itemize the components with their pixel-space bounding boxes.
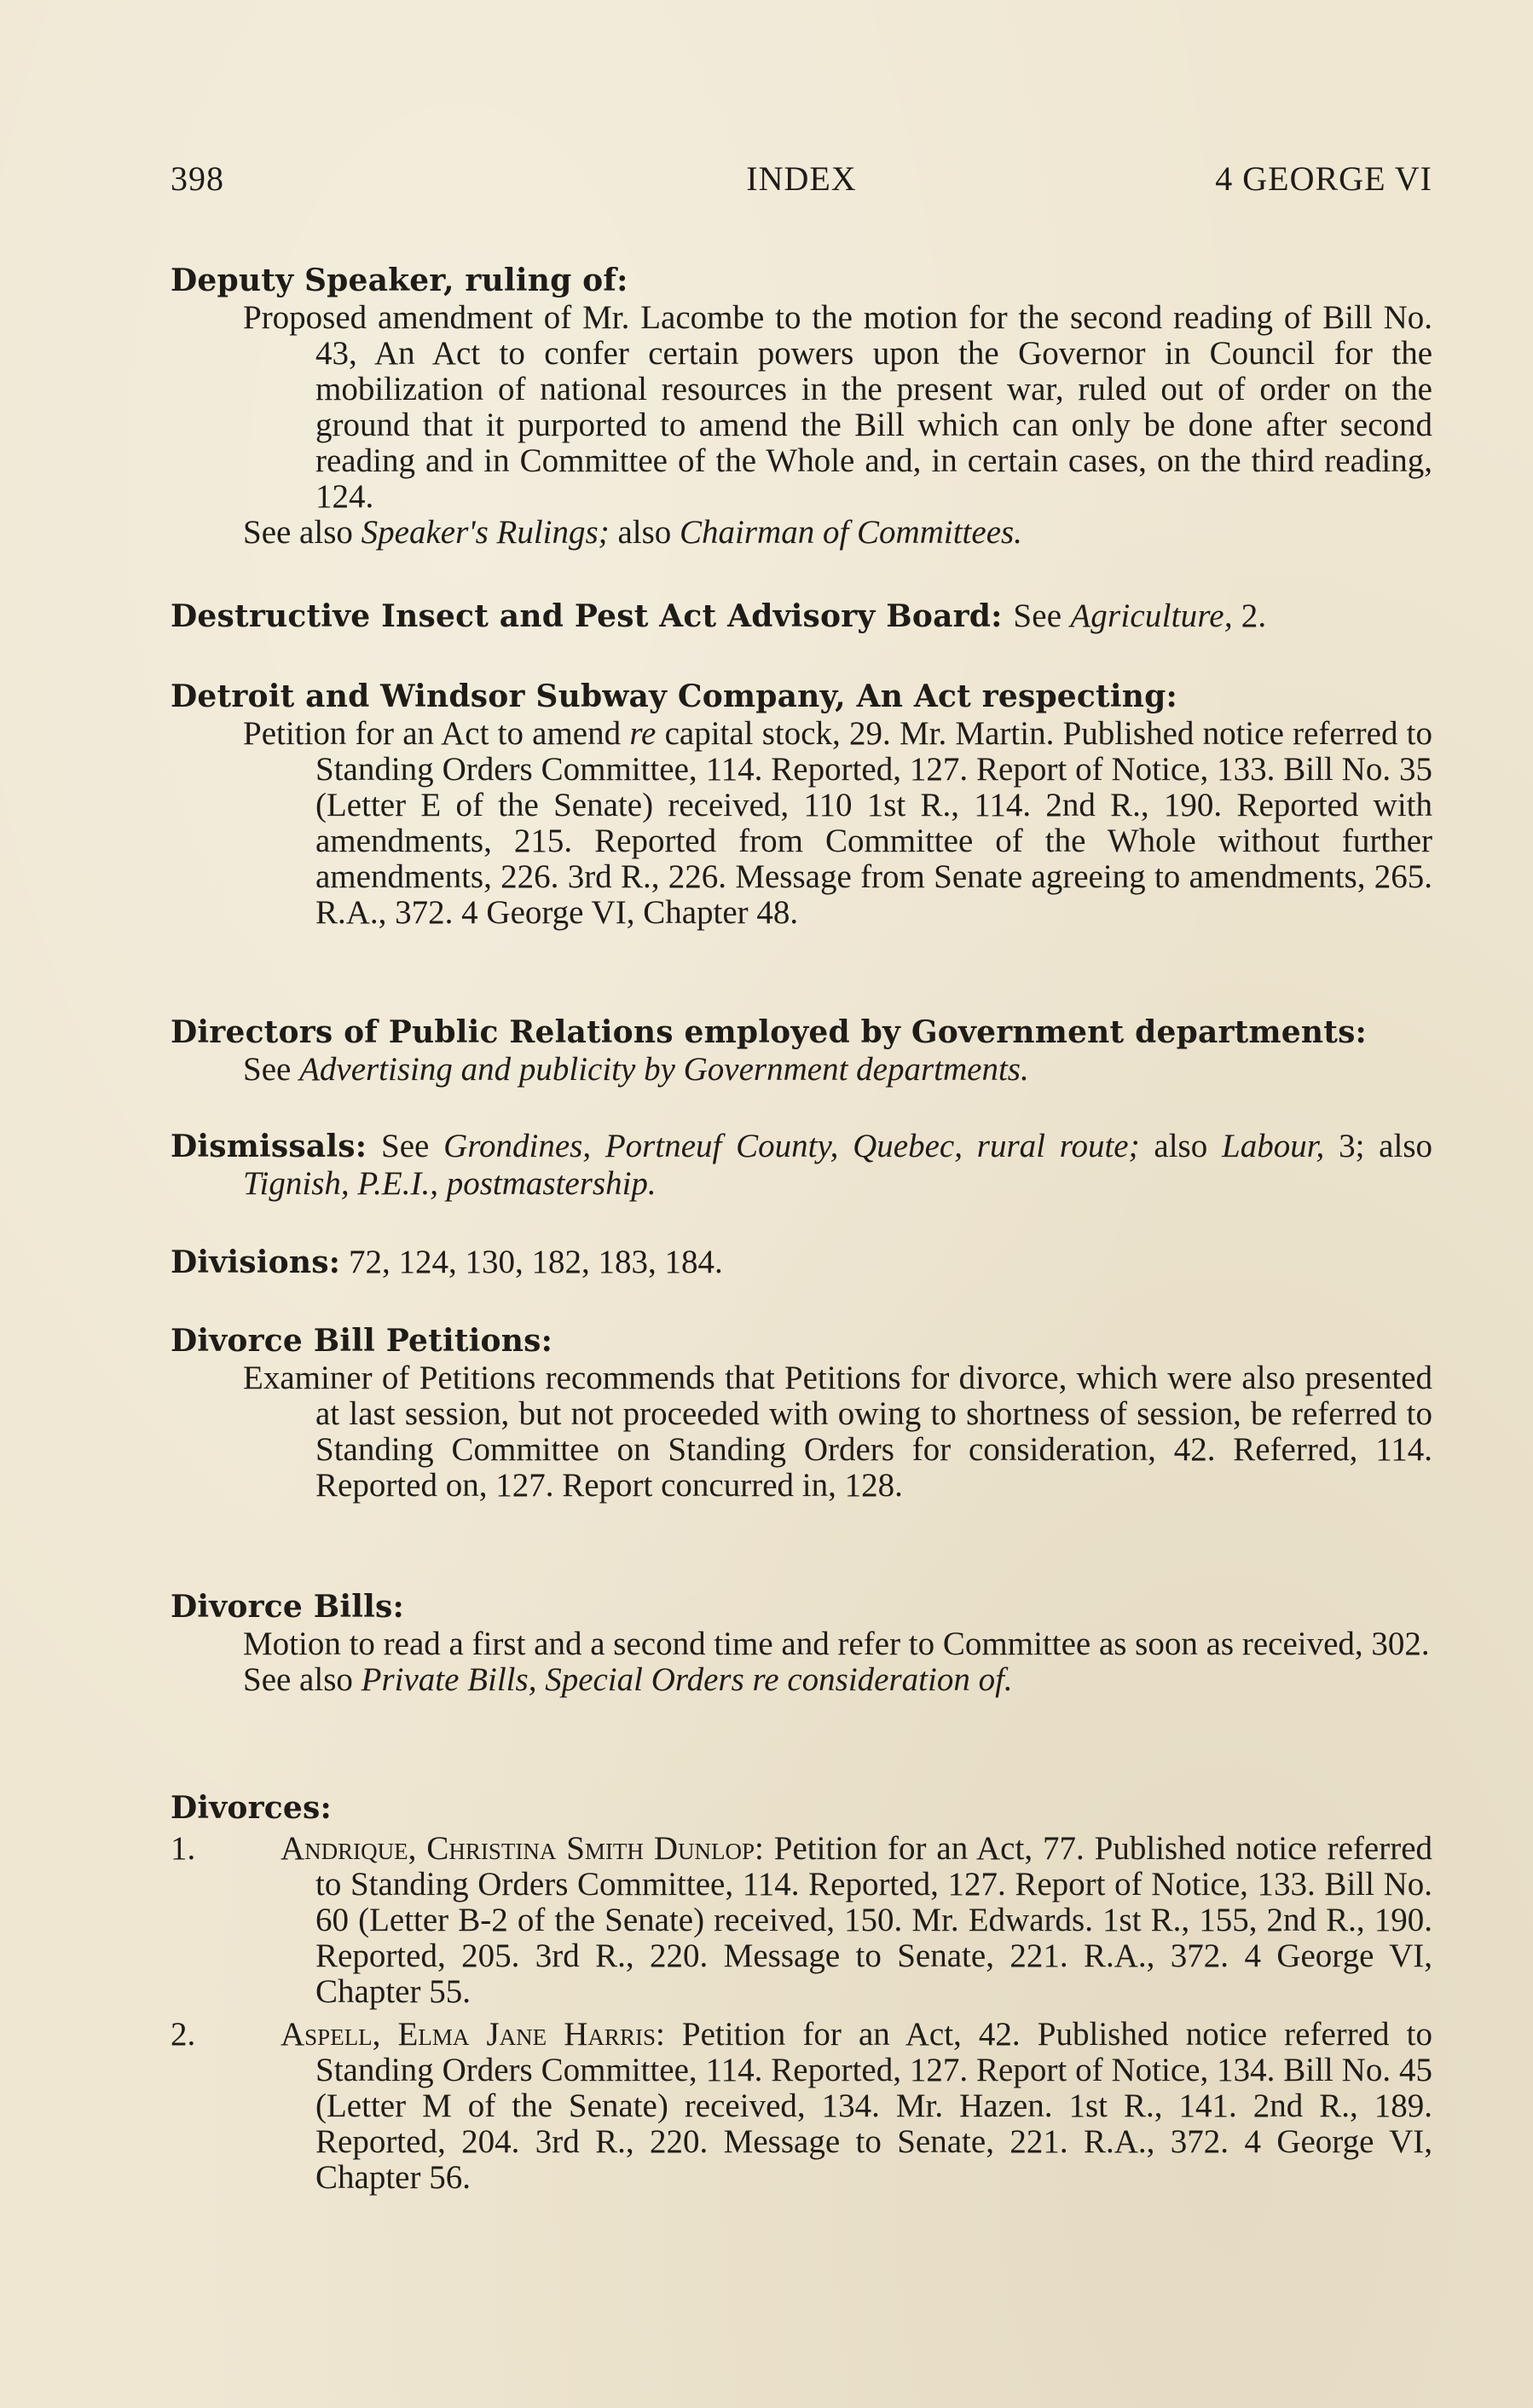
entry-heading: Dismissals: [171,1129,367,1164]
entry-see-also: See also Private Bills, Special Orders re consideration of. [243,1661,1013,1698]
page-header [171,159,1432,210]
entry-text: Petition for an Act to amend re capital stock, 29. Mr. Martin. Published notice referred to Standing Orders Committee, 114. Reported, 127. Report of Notice, 133. Bill No. 35 (Letter E of the Senate) received, 110 1st R., 114. 2nd R., 190. Reported with amendments, 215. Reported from Committee of the Whole without further amendments, 226. 3rd R., 226. Message from Senate agreeing to amendments, 265. R.A., 372. 4 George VI, Chapter 48. [243,715,1433,931]
cross-reference: Labour, [1222,1128,1325,1164]
list-item: 2. Aspell, Elma Jane Harris: Petition for an Act, 42. Published notice referred to Standing Orders Committee, 114. Reported, 127. Report of Notice, 134. Bill No. 45 (Letter M of the Senate) received, 134. Mr. Hazen. 1st R., 141. 2nd R., 189. Reported, 204. 3rd R., 220. Message to Senate, 221. R.A., 372. 4 George VI, Chapter 56. [171,2016,1433,2196]
cross-reference: Grondines, Portneuf County, Quebec, rural route; [443,1128,1140,1164]
index-entry-divisions [171,1243,1432,1282]
entry-heading: Divorce Bill Petitions: [171,1323,553,1359]
cross-reference: Tignish, P.E.I., postmastership. [243,1165,657,1202]
party-name: Andrique, Christina Smith Dunlop: [281,1830,764,1867]
entry-text: Examiner of Petitions recommends that Petitions for divorce, which were also presented at last session, but not proceeded with owing to shortness of session, be referred to Standing Committee on Standing Orders for consideration, 42. Referred, 114. Reported on, 127. Report concurred in, 128. [243,1360,1432,1504]
entry-text: Motion to read a first and a second time and refer to Committee as soon as received, 302. [243,1626,1430,1662]
index-entry-dismissals [171,1127,1432,1202]
index-entry-destructive-insect [171,597,1432,636]
index-entry-divorce-bill-petitions [171,1321,1432,1504]
index-entry-divorce-bills [171,1587,1432,1698]
entry-see-also: See also Speaker's Rulings; also Chairman of Committees. [243,514,1022,551]
entry-heading: Detroit and Windsor Subway Company, An Act respecting: [171,679,1177,714]
entry-see: See Advertising and publicity by Government departments. [243,1051,1029,1088]
entry-text: Divisions: 72, 124, 130, 182, 183, 184. [171,1244,723,1280]
cross-reference: Private Bills, Special Orders [361,1661,744,1698]
party-name: Aspell, Elma Jane Harris: [281,2016,665,2053]
index-entry-deputy-speaker [171,261,1432,551]
index-entry-directors-public-relations [171,1013,1432,1088]
cross-reference: Agriculture, [1070,598,1233,634]
list-item: 1. Andrique, Christina Smith Dunlop: Petition for an Act, 77. Published notice referred to Standing Orders Committee, 114. Reported, 127. Report of Notice, 133. Bill No. 60 (Letter B-2 of the Senate) received, 150. Mr. Edwards. 1st R., 155, 2nd R., 190. Reported, 205. 3rd R., 220. Message to Senate, 221. R.A., 372. 4 George VI, Chapter 55. [171,1830,1433,2010]
entry-text: Dismissals: See Grondines, Portneuf County, Quebec, rural route; also Labour, 3; also Tignish, P.E.I., postmastership. [171,1128,1433,1202]
cross-reference: consideration of. [787,1661,1013,1698]
entry-heading: Destructive Insect and Pest Act Advisory Board: See Agriculture, 2. [171,598,1267,634]
index-entry-detroit-windsor [171,677,1432,931]
cross-reference: Speaker's Rulings; [361,514,610,551]
page-title: INDEX [746,159,857,198]
cross-reference: Chairman of Committees. [680,514,1022,551]
index-entry-divorces [171,1788,1432,2196]
entry-heading: Divisions: [171,1244,341,1280]
entry-heading: Divorces: [171,1790,332,1826]
entry-heading: Directors of Public Relations employed by Government departments: [171,1014,1368,1050]
running-head-reign: 4 GEORGE VI [1215,159,1432,198]
cross-reference: Advertising and publicity by Government departments. [299,1051,1029,1088]
entry-heading: Divorce Bills: [171,1589,404,1625]
entry-text: Proposed amendment of Mr. Lacombe to the motion for the second reading of Bill No. 43, An Act to confer certain powers upon the Governor in Council for the mobilization of national resources in the present war, ruled out of order on the ground that it purported to amend the Bill which can only be done after second reading and in Committee of the Whole and, in certain cases, on the third reading, 124. [243,299,1432,515]
entry-heading: Deputy Speaker, ruling of: [171,263,628,298]
page-number: 398 [171,159,224,198]
